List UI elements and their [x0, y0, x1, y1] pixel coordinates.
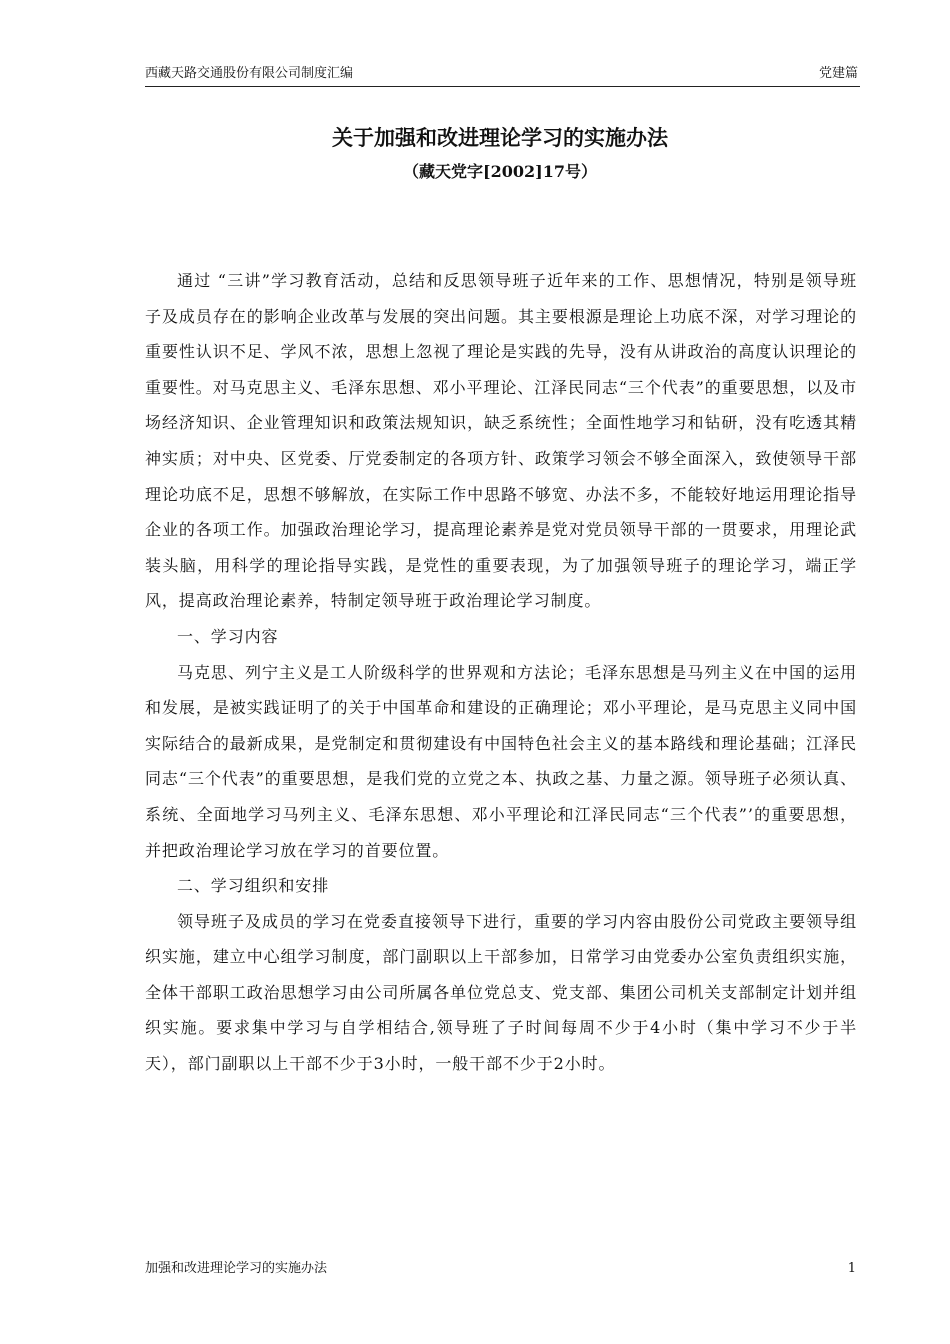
- footer-doc-title: 加强和改进理论学习的实施办法: [145, 1261, 328, 1276]
- document-body: [145, 263, 857, 1082]
- section-1-paragraph: 马克思、列宁主义是工人阶级科学的世界观和方法论；毛泽东思想是马列主义在中国的运用和发展，是被实践证明了的关于中国革命和建设的正确理论；邓小平理论，是马克思主义同中国实际结合的最新成果，是党制定和贯彻建设有中国特色社会主义的基本路线和理论基础；江泽民同志“三个代表”的重要思想，是我们党的立党之本、执政之基、力量之源。领导班子必须认真、系统、全面地学习马列主义、毛泽东思想、邓小平理论和江泽民同志“三个代表”’的重要思想，并把政治理论学习放在学习的首要位置。: [145, 662, 857, 860]
- section-2-paragraph: 领导班子及成员的学习在党委直接领导下进行，重要的学习内容由股份公司党政主要领导组织实施，建立中心组学习制度，部门副职以上干部参加，日常学习由党委办公室负责组织实施，全体干部职工政治思想学习由公司所属各单位党总支、党支部、集团公司机关支部制定计划并组织实施。要求集中学习与自学相结合,领导班了子时间每周不少于4小时（集中学习不少于半天），部门副职以上干部不少于3小时，一般干部不少于2小时。: [145, 911, 857, 1074]
- header-company: 西藏天路交通股份有限公司制度汇编: [145, 66, 354, 81]
- page-header: [145, 64, 860, 87]
- section-heading-2: 二、学习组织和安排: [177, 876, 330, 896]
- header-section: 党建篇: [818, 66, 858, 81]
- intro-paragraph: 通过 “三讲”学习教育活动，总结和反思领导班子近年来的工作、思想情况，特别是领导班子及成员存在的影响企业改革与发展的突出问题。其主要根源是理论上功底不深，对学习理论的重要性认识不足、学风不浓，思想上忽视了理论是实践的先导，没有从讲政治的高度认识理论的重要性。对马克思主义、毛泽东思想、邓小平理论、江泽民同志“三个代表”的重要思想，以及市场经济知识、企业管理知识和政策法规知识，缺乏系统性；全面性地学习和钻研，没有吃透其精神实质；对中央、区党委、厅党委制定的各项方针、政策学习领会不够全面深入，致使领导干部理论功底不足，思想不够解放，在实际工作中思路不够宽、办法不多，不能较好地运用理论指导企业的各项工作。加强政治理论学习，提高理论素养是党对党员领导干部的一贯要求，用理论武装头脑，用科学的理论指导实践，是党性的重要表现，为了加强领导班子的理论学习，端正学风，提高政治理论素养，特制定领导班于政治理论学习制度。: [145, 271, 857, 611]
- page-number: 1: [847, 1261, 856, 1276]
- document-number: （藏天党字[2002]17号）: [403, 162, 597, 181]
- section-heading-1: 一、学习内容: [177, 626, 279, 646]
- document-title: 关于加强和改进理论学习的实施办法: [332, 125, 668, 150]
